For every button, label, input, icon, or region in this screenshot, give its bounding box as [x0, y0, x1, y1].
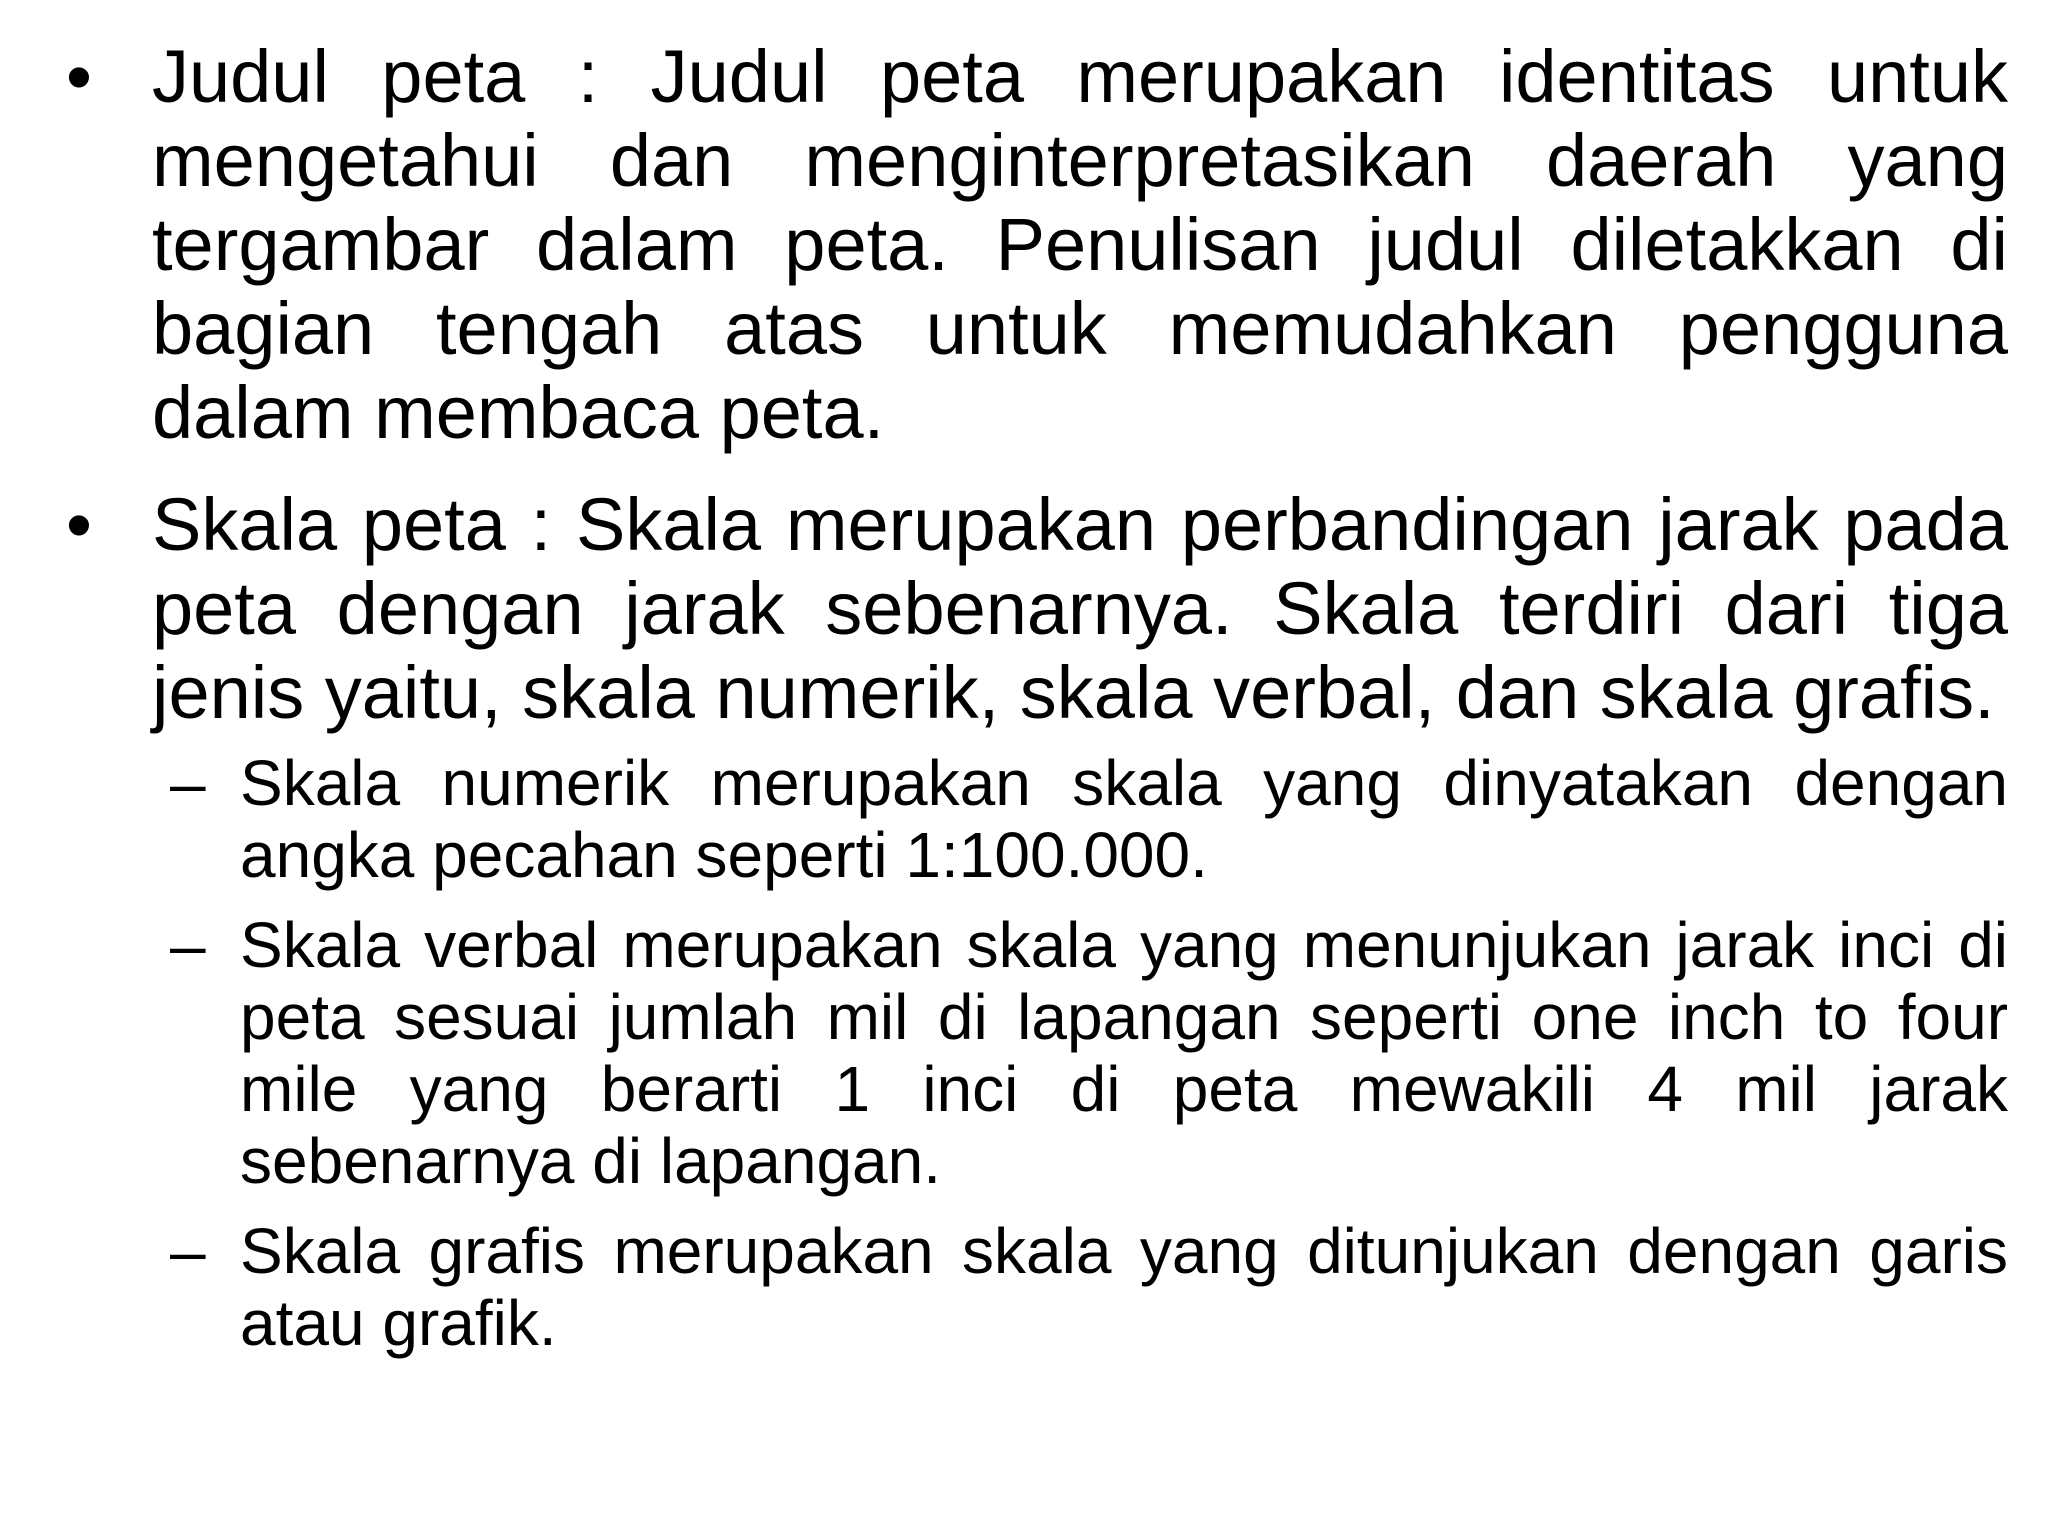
- sub-item-skala-grafis: [170, 1215, 2008, 1359]
- dash-icon: –: [170, 909, 206, 981]
- dash-icon: –: [170, 747, 206, 819]
- sub-bullet-list: [152, 747, 2008, 1359]
- dash-icon: –: [170, 1215, 206, 1287]
- bullet-text: Judul peta : Judul peta merupakan identitas untuk mengetahui dan menginterpretasikan daerah yang tergambar dalam peta. Penulisan judul diletakkan di bagian tengah atas untuk memudahkan pengguna dalam membaca peta.: [152, 35, 2008, 454]
- bullet-icon: •: [66, 35, 92, 118]
- bullet-skala-peta: [66, 483, 2008, 1359]
- bullet-icon: •: [66, 483, 92, 566]
- bullet-text: Skala peta : Skala merupakan perbandingan jarak pada peta dengan jarak sebenarnya. Skala terdiri dari tiga jenis yaitu, skala numerik, skala verbal, dan skala grafis.: [152, 483, 2008, 734]
- sub-item-text: Skala verbal merupakan skala yang menunjukan jarak inci di peta sesuai jumlah mil di lapangan seperti one inch to four mile yang berarti 1 inci di peta mewakili 4 mil jarak sebenarnya di lapangan.: [240, 909, 2008, 1197]
- sub-item-skala-numerik: [170, 747, 2008, 891]
- sub-item-text: Skala grafis merupakan skala yang ditunjukan dengan garis atau grafik.: [240, 1215, 2008, 1359]
- sub-item-skala-verbal: [170, 909, 2008, 1197]
- bullet-judul-peta: [66, 35, 2008, 455]
- sub-item-text: Skala numerik merupakan skala yang dinyatakan dengan angka pecahan seperti 1:100.000.: [240, 747, 2008, 891]
- bullet-list: [0, 35, 2008, 1359]
